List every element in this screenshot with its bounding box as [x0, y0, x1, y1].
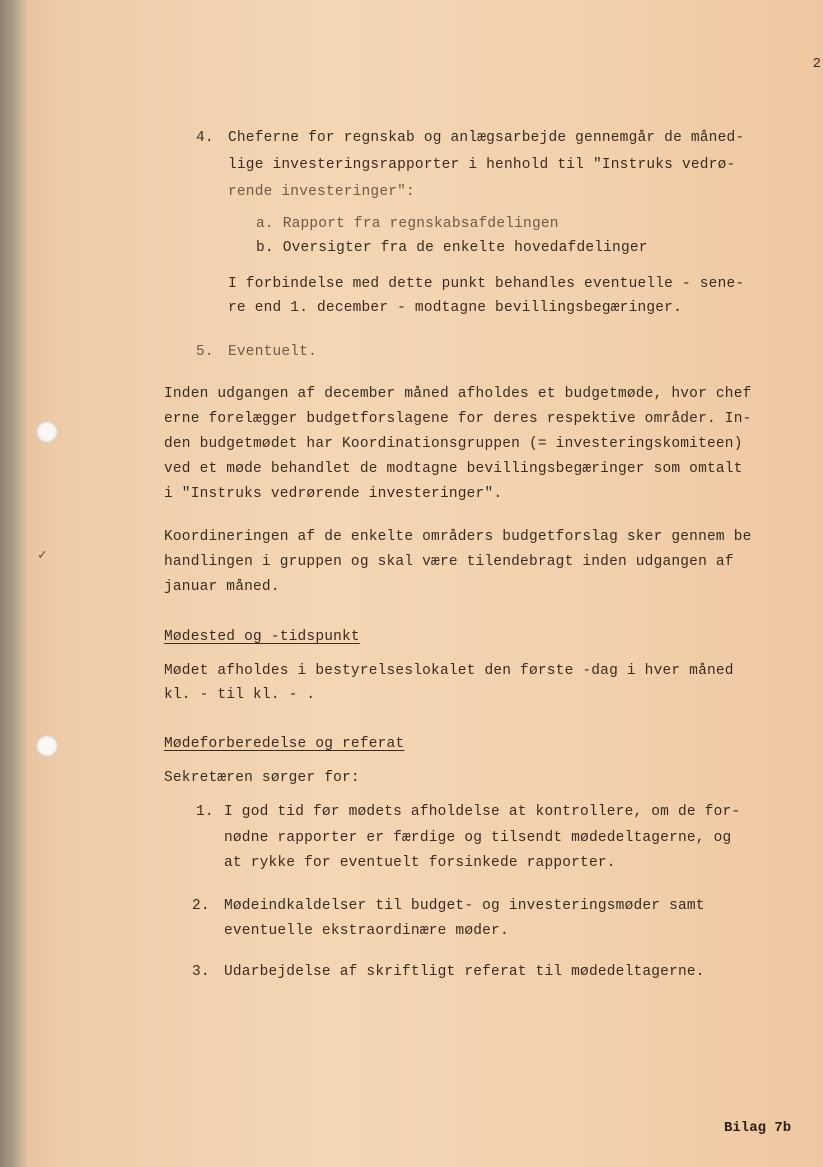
budget-paragraph-line-4: ved et møde behandlet de modtagne bevillingsbegæringer som omtalt: [164, 461, 743, 477]
item-5-number: 5.: [196, 344, 214, 360]
appendix-label: Bilag 7b: [724, 1120, 792, 1136]
page-number: 2: [812, 56, 821, 72]
item-4-note-line-1: I forbindelse med dette punkt behandles eventuelle - sene-: [228, 276, 745, 292]
preparation-item-2-line-1: Mødeindkaldelser til budget- og investeringsmøder samt: [224, 898, 705, 914]
coordination-paragraph-line-1: Koordineringen af de enkelte områders budgetforslag sker gennem be: [164, 529, 752, 545]
meeting-place-line-2: kl. - til kl. - .: [164, 687, 316, 703]
margin-mark: ✓: [38, 548, 47, 564]
item-4-number: 4.: [196, 130, 214, 146]
preparation-item-3-number: 3.: [192, 964, 210, 980]
item-4-line-3: rende investeringer":: [228, 184, 415, 200]
preparation-item-3-line-1: Udarbejdelse af skriftligt referat til mødedeltagerne.: [224, 964, 705, 980]
preparation-item-2-number: 2.: [192, 898, 210, 914]
meeting-place-line-1: Mødet afholdes i bestyrelseslokalet den første -dag i hver måned: [164, 663, 734, 679]
item-4-line-2: lige investeringsrapporter i henhold til "Instruks vedrø-: [228, 157, 736, 173]
meeting-place-heading: Mødested og -tidspunkt: [164, 629, 360, 645]
item-4-line-1: Cheferne for regnskab og anlægsarbejde gennemgår de måned-: [228, 130, 745, 146]
coordination-paragraph-line-2: handlingen i gruppen og skal være tilendebragt inden udgangen af: [164, 554, 734, 570]
preparation-item-2-line-2: eventuelle ekstraordinære møder.: [224, 923, 509, 939]
punch-hole-bottom: [36, 735, 58, 757]
binding-edge: [0, 0, 28, 1167]
item-4-note-line-2: re end 1. december - modtagne bevillingsbegæringer.: [228, 300, 682, 316]
item-4-sub-b: b. Oversigter fra de enkelte hovedafdelinger: [256, 240, 648, 256]
punch-hole-top: [36, 421, 58, 443]
preparation-heading: Mødeforberedelse og referat: [164, 736, 405, 752]
preparation-item-1-line-3: at rykke for eventuelt forsinkede rapporter.: [224, 855, 616, 871]
preparation-intro: Sekretæren sørger for:: [164, 770, 360, 786]
item-5-label: Eventuelt.: [228, 344, 318, 360]
preparation-item-1-line-2: nødne rapporter er færdige og tilsendt mødedeltagerne, og: [224, 830, 732, 846]
coordination-paragraph-line-3: januar måned.: [164, 579, 280, 595]
budget-paragraph-line-3: den budgetmødet har Koordinationsgruppen (= investeringskomiteen): [164, 436, 743, 452]
preparation-item-1-number: 1.: [196, 804, 214, 820]
budget-paragraph-line-5: i "Instruks vedrørende investeringer".: [164, 486, 503, 502]
item-4-sub-a: a. Rapport fra regnskabsafdelingen: [256, 216, 559, 232]
budget-paragraph-line-2: erne forelægger budgetforslagene for deres respektive områder. In-: [164, 411, 752, 427]
budget-paragraph-line-1: Inden udgangen af december måned afholdes et budgetmøde, hvor chef: [164, 386, 752, 402]
preparation-item-1-line-1: I god tid før mødets afholdelse at kontrollere, om de for-: [224, 804, 741, 820]
